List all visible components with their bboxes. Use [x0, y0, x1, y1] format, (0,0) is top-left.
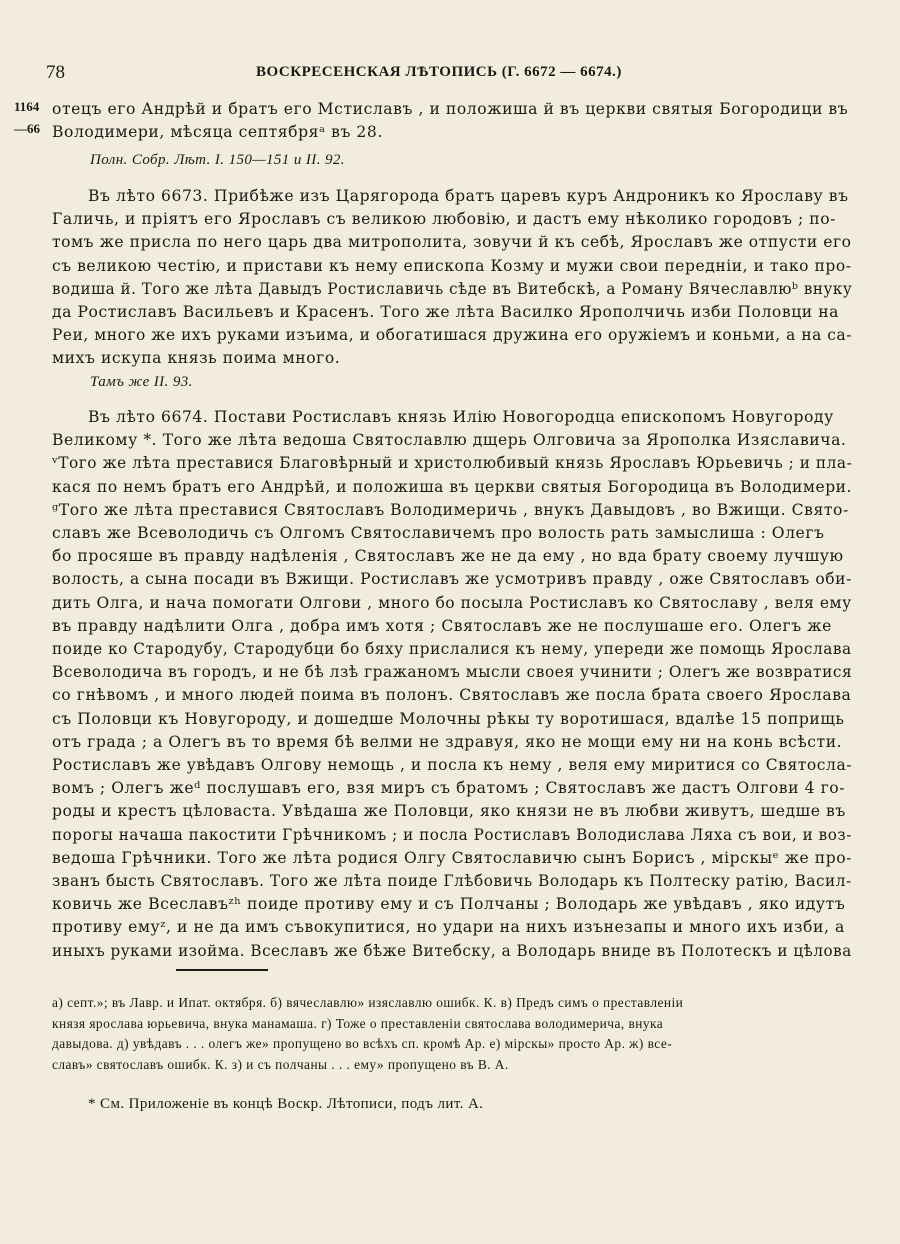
text-line: съ Половци къ Новугороду, и дошедше Молочны рѣкы ту воротишася, вдалѣе 15 поприщь: [52, 709, 845, 728]
text-line: Ростиславъ же увѣдавъ Олгову немощь , и посла къ нему , веля ему миритися со Святосла-: [52, 756, 853, 775]
text-line: отецъ его Андрѣй и братъ его Мстиславъ , и положиша й въ церкви святыя Богородици въ: [52, 100, 849, 118]
footnote-divider: [176, 969, 268, 971]
text-line: роды и крестъ цѣловаста. Увѣдаша же Половци, яко князи не въ любви живутъ, шедше въ: [52, 802, 846, 821]
text-line: Въ лѣто 6674. Постави Ростиславъ князь Илію Новогородца епископомъ Новугороду: [88, 408, 834, 426]
text-line: Галичь, и пріятъ его Ярославъ съ великою любовію, и дастъ ему нѣколико городовъ ; по-: [52, 210, 836, 229]
text-line: порогы начаша пакостити Грѣчникомъ ; и посла Ростиславъ Володислава Ляха съ вои, и воз-: [52, 825, 852, 844]
text-line: поиде ко Стародубу, Стародубци бо бяху прислалися къ нему, упереди же помощь Ярослава: [52, 640, 852, 659]
footnote-line: давыдова. д) увѣдавъ . . . олегъ же» пропущено во всѣхъ сп. кромѣ Ар. е) мірскы» просто Ар. ж) все-: [52, 1036, 673, 1051]
text-line: томъ же присла по него царь два митрополита, зовучи й къ себѣ, Ярославъ же отпусти его: [52, 233, 852, 252]
text-line: противу емуᶻ, и не да имъ съвокупитися, но удари на нихъ изънезапы и много ихъ изби, а: [52, 918, 845, 937]
footnotes: [52, 993, 852, 1075]
text-line: со гнѣвомъ , и много людей поима въ полонъ. Святославъ же посла брата своего Ярослава: [52, 686, 852, 705]
text-line: ковичь же Всеславъᶻʰ поиде противу ему и съ Полчаны ; Володарь же увѣдавъ , яко идутъ: [52, 895, 846, 914]
margin-year-start: 1164: [14, 99, 40, 114]
text-line: ᵍТого же лѣта преставися Святославъ Володимеричь , внукъ Давыдовъ , во Вжищи. Свято-: [52, 500, 849, 519]
text-line: михъ искупа князь поима много.: [52, 349, 341, 368]
text-line: Всеволодича въ городъ, и не бѣ лзѣ гражаномъ мысли своея учинити ; Олегъ же возвратися: [52, 663, 853, 682]
text-line: отъ града ; а Олегъ въ то время бѣ велми не здравуя, яко не мощи ему ни на конь всѣсти.: [52, 732, 843, 751]
running-head: ВОСКРЕСЕНСКАЯ ЛѢТОПИСЬ (Г. 6672 — 6674.): [256, 64, 622, 80]
paragraph-6673: [52, 185, 852, 371]
text-line: бо просяше въ правду надѣленія , Святославъ же не да ему , но вда брату своему лучшую: [52, 547, 844, 566]
lead-paragraph: [52, 98, 852, 144]
text-line: дить Олга, и нача помогати Олгови , много бо посыла Ростиславъ ко Святославу , веля ему: [52, 593, 852, 612]
text-line: водиша й. Того же лѣта Давыдъ Ростиславичь сѣде въ Витебскѣ, а Роману Вячеславлюᵇ внуку: [52, 279, 853, 298]
text-line: ᵛТого же лѣта преставися Благовѣрный и христолюбивый князь Ярославъ Юрьевичь ; и пла-: [52, 454, 853, 473]
text-line: кася по немъ братъ его Андрѣй, и положиша въ церкви святыя Богородица въ Володимери.: [52, 477, 852, 496]
margin-year-end: —66: [14, 121, 40, 136]
footnote-line: князя ярослава юрьевича, внука манамаша. г) Тоже о преставленіи святослава володимерича, внука: [52, 1015, 664, 1031]
asterisk-footnote: * См. Приложеніе въ концѣ Воскр. Лѣтописи, подъ лит. А.: [88, 1096, 484, 1112]
text-line: Въ лѣто 6673. Прибѣже изъ Царягорода братъ царевъ куръ Андроникъ ко Ярославу въ: [88, 187, 849, 205]
source-reference: Полн. Собр. Лѣт. I. 150—151 и II. 92.: [90, 152, 345, 168]
text-line: иныхъ руками изойма. Всеславъ же бѣже Витебску, а Володарь вниде въ Полотескъ и цѣлова: [52, 941, 852, 960]
text-line: съ великою честію, и пристави къ нему епископа Козму и мужи свои передніи, и тако про-: [52, 256, 852, 275]
margin-year-note: [14, 100, 40, 144]
text-line: званъ бысть Святославъ. Того же лѣта поиде Глѣбовичь Володарь къ Полтеску ратію, Васил-: [52, 872, 852, 891]
text-line: славъ же Всеволодичь съ Олгомъ Святославичемъ про волость рать замыслиша : Олегъ: [52, 524, 825, 543]
text-line: Реи, много же ихъ руками изъима, и обогатишася дружина его оружіемъ и коньми, а на са-: [52, 326, 852, 345]
text-line: да Ростиславъ Васильевъ и Красенъ. Того же лѣта Василко Ярополчичь изби Половци на: [52, 303, 840, 322]
text-line: вомъ ; Олегъ жеᵈ послушавъ его, взя миръ съ братомъ ; Святославъ же дастъ Олгови 4 го-: [52, 779, 846, 798]
source-reference: Тамъ же II. 93.: [90, 374, 193, 390]
text-line: въ правду надѣлити Олга , добра имъ хотя ; Святославъ же не послушаше его. Олегъ же: [52, 616, 832, 635]
text-line: Великому *. Того же лѣта ведоша Святославлю дщерь Олговича за Ярополка Изяславича.: [52, 431, 847, 450]
footnote-line: а) септ.»; въ Лавр. и Ипат. октября. б) вячеславлю» изяславлю ошибк. К. в) Предъ симъ о преставленіи: [52, 995, 684, 1010]
text-line: Володимери, мѣсяца септябряᵃ въ 28.: [52, 123, 383, 142]
footnote-line: славъ» святославъ ошибк. К. з) и съ полчаны . . . ему» пропущено въ В. А.: [52, 1056, 509, 1072]
paragraph-6674: [52, 406, 852, 963]
page-number: 78: [46, 62, 65, 83]
text-line: волость, а сына посади въ Вжищи. Ростиславъ же усмотривъ правду , оже Святославъ оби-: [52, 570, 852, 589]
page-header: [46, 62, 854, 88]
text-line: ведоша Грѣчники. Того же лѣта родися Олгу Святославичю сынъ Борисъ , мірскыᵉ же про-: [52, 848, 852, 867]
